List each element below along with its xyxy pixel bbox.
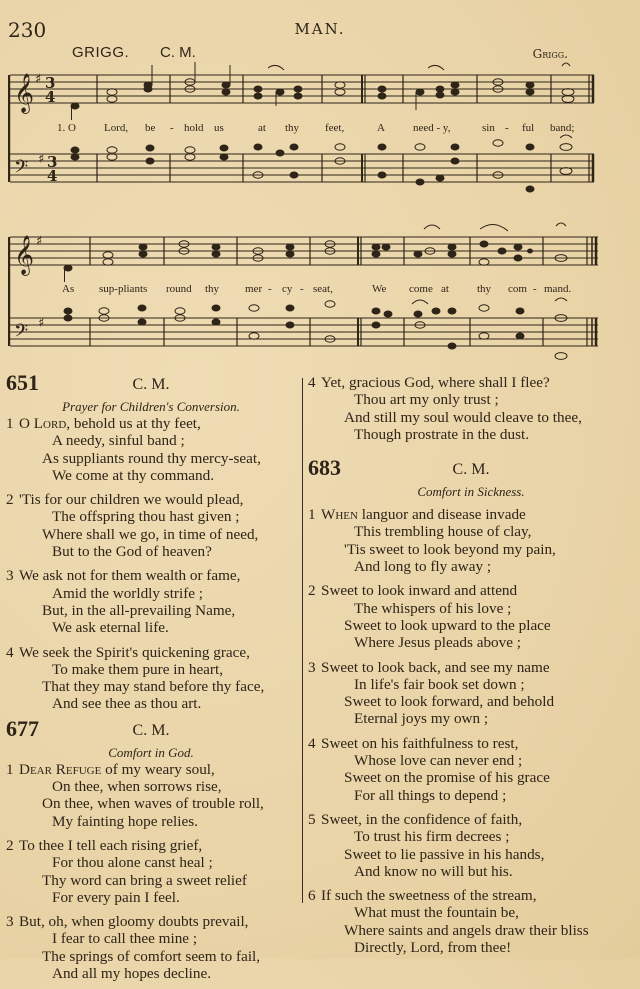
stanza: 4 Yet, gracious God, where shall I flee? Thou art my only trust ; And still my soul would cleave to thee, Though prostrate in the dust. bbox=[308, 374, 582, 443]
svg-text:♯: ♯ bbox=[38, 152, 45, 167]
svg-text:4: 4 bbox=[45, 88, 56, 106]
svg-text:♯: ♯ bbox=[35, 72, 42, 87]
hymn-677 bbox=[6, 715, 296, 983]
hymn-title: Comfort in God. bbox=[108, 744, 194, 760]
hymn-683 bbox=[308, 455, 634, 957]
left-column bbox=[6, 370, 296, 989]
hymn-number: 651 bbox=[6, 370, 39, 395]
right-column bbox=[308, 374, 634, 963]
hymn-meter: C. M. bbox=[452, 461, 490, 479]
svg-text:3: 3 bbox=[45, 74, 56, 92]
svg-text:𝄢: 𝄢 bbox=[14, 321, 29, 346]
lyrics-line-1: 1. O Lord, be - hold us at thy feet, A need - y, sin - ful band; bbox=[57, 122, 575, 134]
tune-name: GRIGG. bbox=[72, 44, 130, 61]
page-number: 230 bbox=[8, 18, 47, 42]
stanza: 3 Sweet to look back, and see my name In life's fair book set down ; Sweet to look forward, and behold Eternal joys my own ; bbox=[308, 658, 555, 728]
lyrics-line-2: As sup-pliants round thy mer - cy - seat, We come at thy com - mand. bbox=[62, 283, 572, 295]
svg-text:4: 4 bbox=[47, 167, 58, 185]
running-head: MAN. bbox=[294, 20, 346, 38]
column-divider bbox=[302, 378, 303, 903]
stanza: 6 If such the sweetness of the stream, What must the fountain be, Where saints and angels draw their bliss Directly, Lord, from thee! bbox=[308, 887, 589, 957]
stanza: 1 Dear Refuge of my weary soul, On thee, when sorrows rise, On thee, when waves of trouble roll, My fainting hope relies. bbox=[6, 760, 264, 830]
hymn-number: 677 bbox=[6, 715, 39, 741]
hymn-title: Comfort in Sickness. bbox=[417, 484, 525, 500]
stanza: 4 We seek the Spirit's quickening grace, To make them pure in heart, That they may stand before thy face, And see thee as thou art. bbox=[6, 643, 265, 713]
stanza: 3 We ask not for them wealth or fame, Amid the worldly strife ; But, in the all-prevailing Name, We ask eternal life. bbox=[6, 567, 241, 637]
hymn-meter: C. M. bbox=[132, 721, 170, 739]
hymn-title: Prayer for Children's Conversion. bbox=[62, 399, 240, 414]
stanza: 5 Sweet, in the confidence of faith, To trust his firm decrees ; Sweet to lie passive in his hands, And know no will but his. bbox=[308, 810, 545, 880]
hymn-651 bbox=[6, 370, 296, 713]
svg-text:𝄞: 𝄞 bbox=[14, 235, 35, 275]
stanza: 2 Sweet to look inward and attend The whispers of his love ; Sweet to look upward to the place Where Jesus pleads above ; bbox=[308, 582, 551, 652]
stanza: 1 O Lord, behold us at thy feet, A needy, sinful band ; As suppliants round thy mercy-seat, We come at thy command. bbox=[6, 415, 261, 484]
stanza: 2 To thee I tell each rising grief, For thou alone canst heal ; Thy word can bring a sweet relief For every pain I feel. bbox=[6, 836, 247, 906]
tune-meter: C. M. bbox=[160, 44, 196, 61]
composer: Grigg. bbox=[532, 47, 568, 61]
svg-text:3: 3 bbox=[47, 153, 58, 171]
hymn-number: 683 bbox=[308, 455, 341, 481]
svg-text:♯: ♯ bbox=[38, 316, 45, 331]
stanza: 3 But, oh, when gloomy doubts prevail, I fear to call thee mine ; The springs of comfort seem to fail, And all my hopes decline. bbox=[6, 913, 261, 983]
stanza: 1 When languor and disease invade This trembling house of clay, 'Tis sweet to look beyond my pain, And long to fly away ; bbox=[308, 506, 556, 576]
stanza: 4 Sweet on his faithfulness to rest, Whose love can never end ; Sweet on the promise of his grace For all things to depend ; bbox=[308, 734, 550, 804]
svg-text:𝄢: 𝄢 bbox=[14, 157, 29, 182]
hymn-meter: C. M. bbox=[132, 376, 170, 393]
stanza: 2 'Tis for our children we would plead, The offspring thou hast given ; Where shall we go, in time of need, But to the God of heaven? bbox=[6, 491, 259, 561]
svg-text:♯: ♯ bbox=[36, 234, 43, 249]
svg-text:𝄞: 𝄞 bbox=[14, 73, 35, 113]
